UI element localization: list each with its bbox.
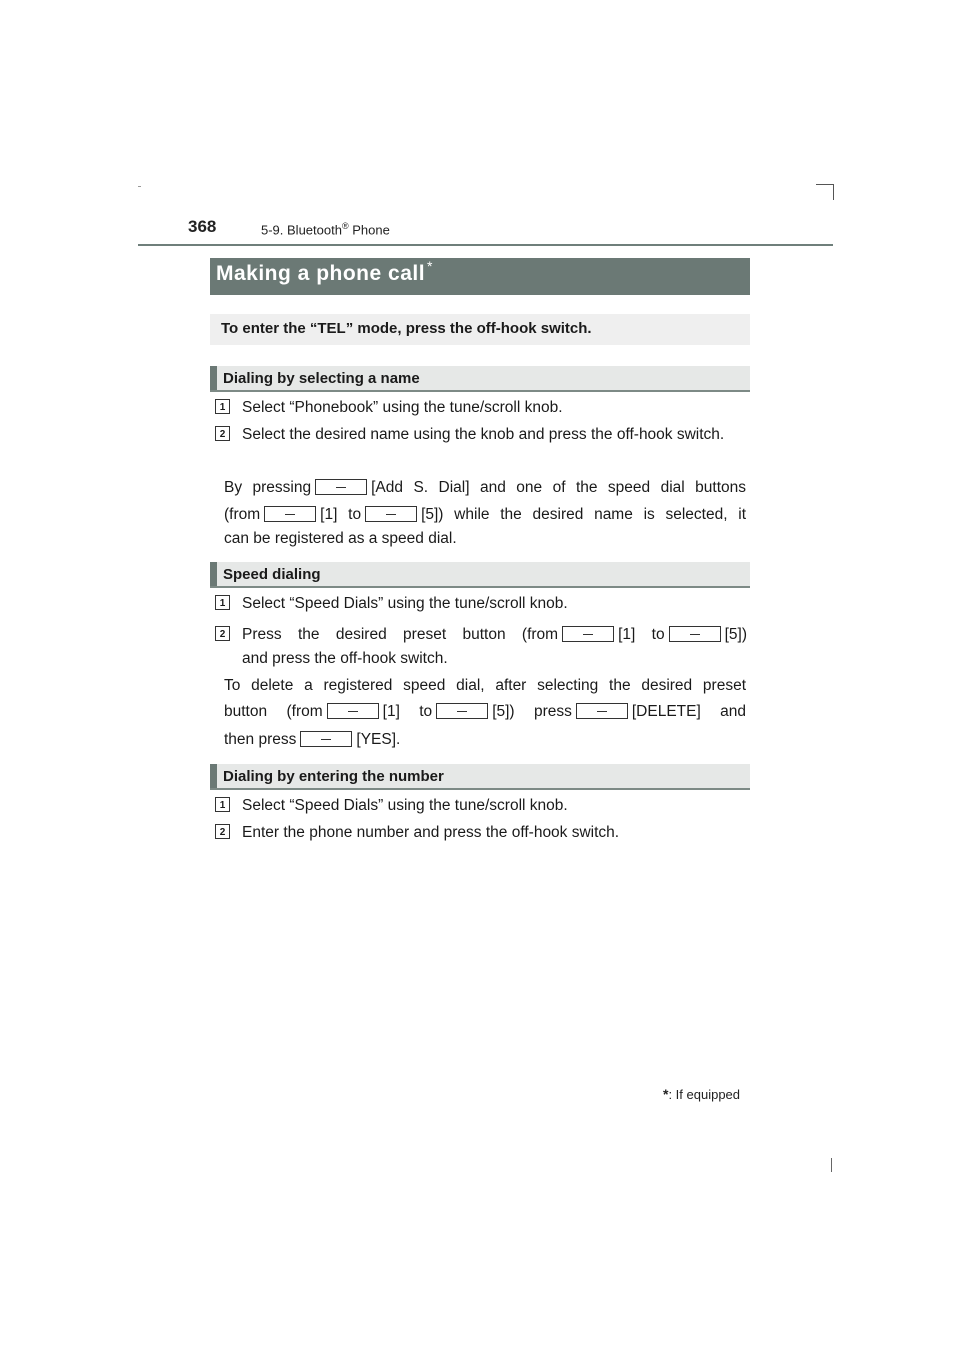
note-paragraph: can be registered as a speed dial. (224, 530, 457, 547)
screen-button-icon (669, 626, 721, 642)
note-paragraph: button (from [1] to [5]) press [DELETE] and (224, 703, 747, 720)
intro-box (210, 314, 750, 345)
note-paragraph: then press [YES]. (224, 731, 401, 748)
step-1: 1 Select “Speed Dials” using the tune/scroll knob. (215, 593, 747, 615)
note-paragraph: To delete a registered speed dial, after selecting the desired preset (224, 677, 746, 694)
step-number: 1 (215, 399, 230, 414)
header-rule (138, 244, 833, 246)
screen-button-icon (315, 479, 367, 495)
step-1: 1 Select “Speed Dials” using the tune/scroll knob. (215, 795, 747, 817)
note-paragraph: (from [1] to [5]) while the desired name is selected, it (224, 506, 747, 523)
subheading-dialing-by-name: Dialing by selecting a name (210, 366, 750, 392)
screen-button-icon (576, 703, 628, 719)
subheading-speed-dialing: Speed dialing (210, 562, 750, 588)
step-2: 2 Select the desired name using the knob and press the off-hook switch. (215, 424, 747, 446)
screen-button-icon (562, 626, 614, 642)
crop-mark (816, 184, 834, 185)
step-2: 2 Press the desired preset button (from [1] to [5]) and press the off-hook switch. (215, 624, 747, 670)
page-number: 368 (188, 217, 217, 236)
screen-button-icon (327, 703, 379, 719)
step-2: 2 Enter the phone number and press the off-hook switch. (215, 822, 747, 844)
section-label: 5-9. Bluetooth® Phone (261, 221, 390, 238)
step-number: 2 (215, 824, 230, 839)
crop-mark (833, 184, 834, 200)
crop-mark (831, 1158, 832, 1172)
intro-text: To enter the “TEL” mode, press the off-hook switch. (221, 320, 592, 337)
screen-button-icon (436, 703, 488, 719)
step-number: 2 (215, 426, 230, 441)
note-paragraph: By pressing [Add S. Dial] and one of the speed dial buttons (224, 479, 747, 496)
crop-mark (138, 186, 141, 187)
screen-button-icon (365, 506, 417, 522)
asterisk-icon: * (663, 1086, 669, 1102)
footnote: *: If equipped (663, 1086, 741, 1102)
step-number: 1 (215, 595, 230, 610)
step-number: 2 (215, 626, 230, 641)
screen-button-icon (264, 506, 316, 522)
subheading-dialing-by-number: Dialing by entering the number (210, 764, 750, 790)
step-1: 1 Select “Phonebook” using the tune/scroll knob. (215, 397, 747, 419)
screen-button-icon (300, 731, 352, 747)
step-number: 1 (215, 797, 230, 812)
page-title-bar (210, 258, 750, 295)
page-title: Making a phone call * (216, 258, 433, 285)
